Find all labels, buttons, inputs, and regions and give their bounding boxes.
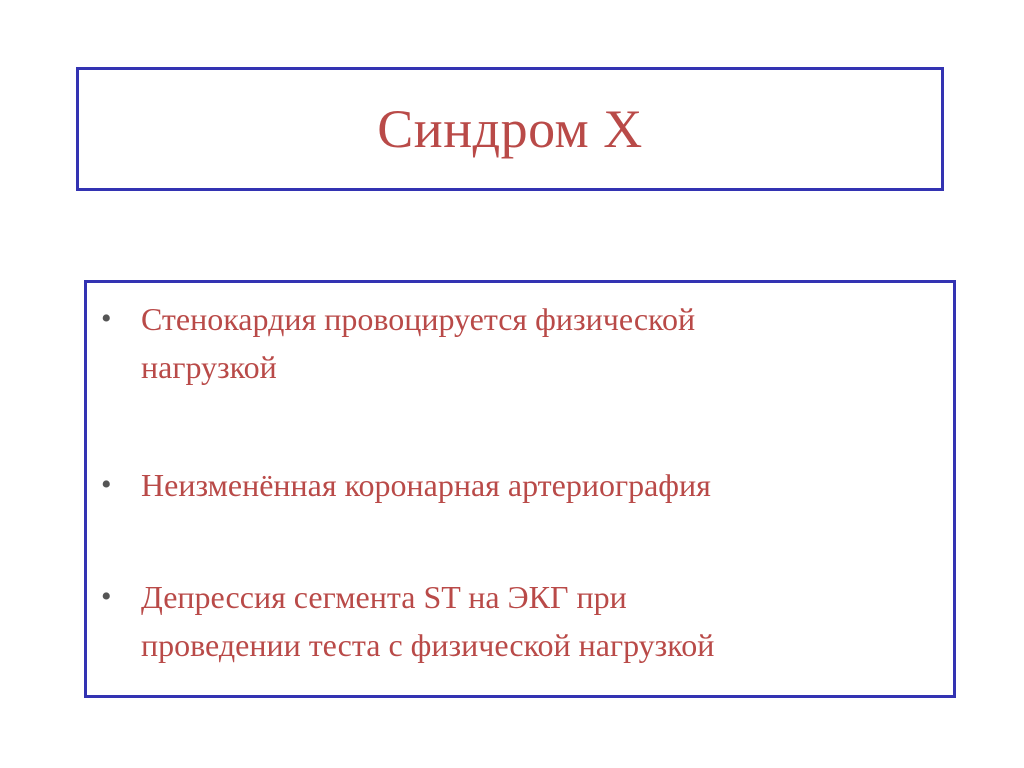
bullet-item <box>97 461 943 509</box>
content-box <box>84 280 956 698</box>
title-box <box>76 67 944 191</box>
bullet-dot-icon: • <box>101 580 112 613</box>
bullet-item <box>97 573 943 669</box>
bullet-line: Неизменённая коронарная артериография <box>141 467 711 503</box>
bullet-text <box>141 461 711 509</box>
bullet-dot-icon: • <box>101 468 112 501</box>
bullet-line: Стенокардия провоцируется физической <box>141 301 696 337</box>
bullet-line: нагрузкой <box>141 349 277 385</box>
bullet-text <box>141 573 714 669</box>
bullet-line: Депрессия сегмента ST на ЭКГ при <box>141 579 627 615</box>
bullet-line: проведении теста с физической нагрузкой <box>141 627 715 663</box>
slide-title: Синдром Х <box>377 99 643 159</box>
bullet-dot-icon: • <box>101 302 112 335</box>
bullet-text <box>141 295 695 391</box>
bullet-item <box>97 295 943 391</box>
